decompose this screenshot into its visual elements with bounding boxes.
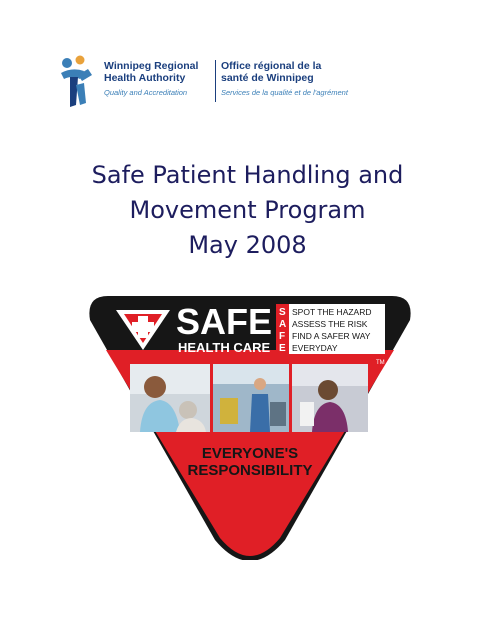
wrha-logo bbox=[58, 55, 458, 115]
logo-en-subtitle: Quality and Accreditation bbox=[104, 88, 188, 97]
badge-vertical-letter-f: F bbox=[279, 331, 286, 342]
badge-photo-left bbox=[130, 364, 210, 432]
badge-trademark: TM bbox=[376, 360, 385, 366]
logo-text-english bbox=[104, 60, 220, 99]
badge-vertical-letter-e: E bbox=[279, 343, 286, 354]
badge-health-care: HEALTH CARE bbox=[178, 340, 271, 355]
badge-photo-middle bbox=[213, 364, 289, 432]
badge-motto-line-3: FIND A SAFER WAY bbox=[292, 331, 371, 341]
document-title bbox=[0, 158, 495, 263]
badge-vertical-letter-a: A bbox=[279, 319, 287, 330]
badge-responsibility-line-2: RESPONSIBILITY bbox=[187, 462, 313, 479]
title-line-3: May 2008 bbox=[188, 231, 307, 259]
logo-text-french bbox=[221, 60, 421, 99]
logo-fr-subtitle: Services de la qualité et de l'agrément bbox=[221, 88, 348, 97]
logo-en-line2: Health Authority bbox=[104, 72, 186, 84]
safe-health-care-badge bbox=[80, 290, 420, 560]
badge-photo-right bbox=[292, 364, 368, 432]
logo-fr-line1: Office régional de la bbox=[221, 60, 322, 72]
badge-motto-line-1: SPOT THE HAZARD bbox=[292, 307, 372, 317]
wrha-figures-icon bbox=[58, 55, 106, 113]
logo-en-line1: Winnipeg Regional bbox=[104, 60, 199, 72]
title-line-1: Safe Patient Handling and bbox=[91, 161, 404, 189]
logo-fr-line2: santé de Winnipeg bbox=[221, 72, 314, 84]
logo-divider bbox=[215, 60, 216, 102]
badge-motto-line-2: ASSESS THE RISK bbox=[292, 319, 368, 329]
badge-motto-line-4: EVERYDAY bbox=[292, 343, 338, 353]
badge-safe-word: SAFE bbox=[176, 301, 273, 342]
title-line-2: Movement Program bbox=[129, 196, 366, 224]
badge-responsibility-line-1: EVERYONE'S bbox=[201, 445, 299, 462]
badge-vertical-letter-s: S bbox=[279, 307, 286, 318]
